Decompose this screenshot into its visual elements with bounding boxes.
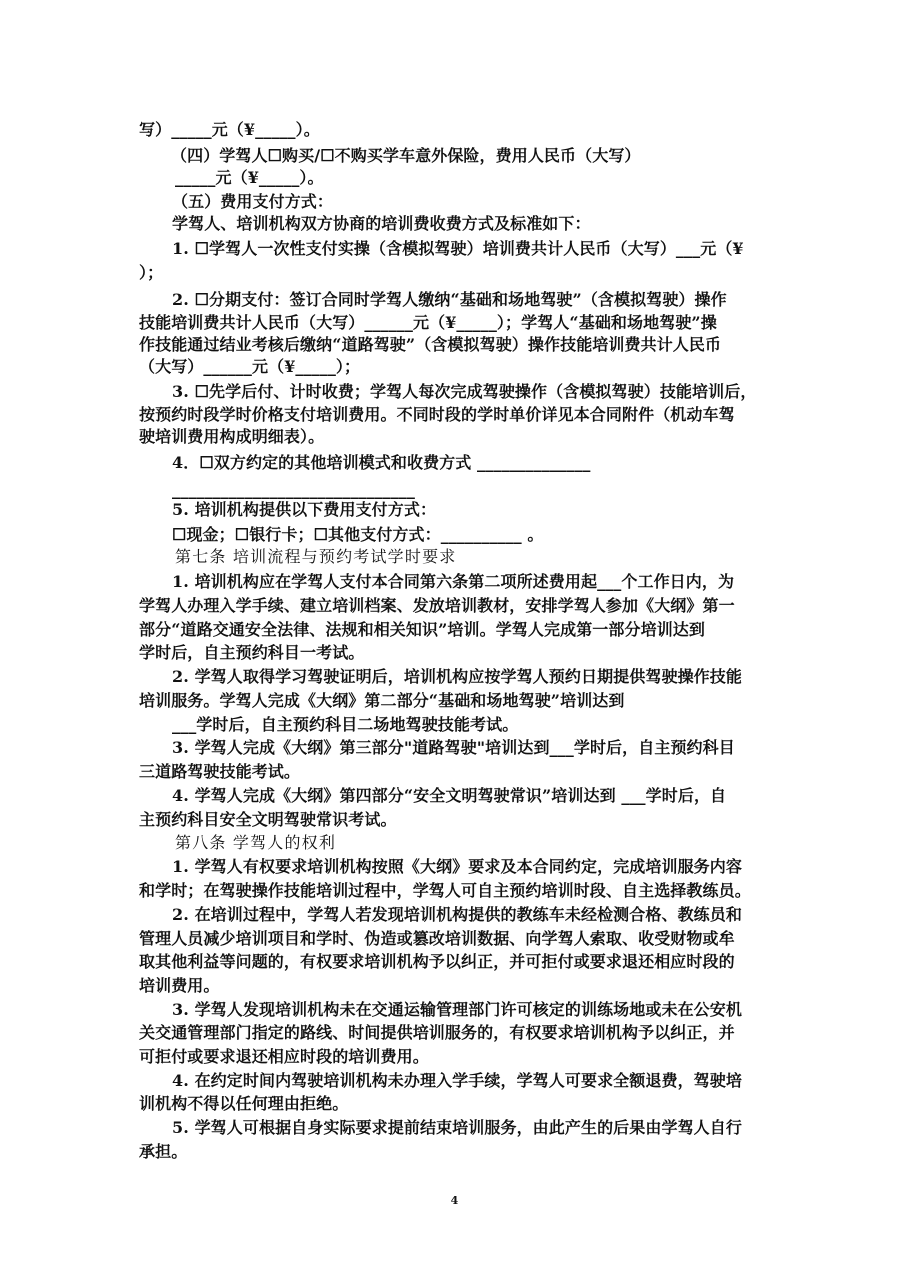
text-line: 2. 在培训过程中，学驾人若发现培训机构提供的教练车未经检测合格、教练员和 [172, 905, 742, 924]
text-line: ）； [139, 263, 164, 282]
page-number: 4 [450, 1194, 459, 1207]
text-line: 4．☐双方约定的其他培训模式和收费方式 ______________ [172, 453, 591, 472]
text-line: 驶培训费用构成明细表）。 [139, 427, 325, 446]
text-line: _____元（¥_____）。 [175, 168, 324, 187]
text-line: 3. ☐先学后付、计时收费；学驾人每次完成驾驶操作（含模拟驾驶）技能培训后， [172, 382, 757, 401]
text-line: 2. ☐分期支付：签订合同时学驾人缴纳“基础和场地驾驶”（含模拟驾驶）操作 [172, 290, 727, 309]
text-line: （大写）______元（¥_____）； [139, 357, 361, 376]
text-line: 关交通管理部门指定的路线、时间提供培训服务的，有权要求培训机构予以纠正，并 [139, 1023, 735, 1042]
text-line: ___学时后，自主预约科目二场地驾驶技能考试。 [172, 715, 519, 734]
text-line: 作技能通过结业考核后缴纳“道路驾驶”（含模拟驾驶）操作技能培训费共计人民币 [139, 335, 722, 354]
text-line: 管理人员减少培训项目和学时、伪造或篡改培训数据、向学驾人索取、收受财物或牟 [139, 929, 735, 948]
text-line: 3. 学驾人完成《大纲》第三部分"道路驾驶"培训达到___学时后，自主预约科目 [172, 738, 735, 757]
text-line: 取其他利益等问题的，有权要求培训机构予以纠正，并可拒付或要求退还相应时段的 [139, 952, 735, 971]
text-line: 学时后，自主预约科目一考试。 [139, 643, 365, 662]
text-line: 按预约时段学时价格支付培训费用。不同时段的学时单价详见本合同附件（机动车驾 [139, 405, 735, 424]
text-line: 主预约科目安全文明驾驶常识考试。 [139, 810, 397, 829]
text-line: 部分“道路交通安全法律、法规和相关知识”培训。学驾人完成第一部分培训达到 [139, 620, 706, 639]
text-line: 和学时；在驾驶操作技能培训过程中，学驾人可自主预约培训时段、自主选择教练员。 [139, 881, 751, 900]
text-line: 学驾人、培训机构双方协商的培训费收费方式及标准如下： [172, 214, 591, 233]
text-line: 3. 学驾人发现培训机构未在交通运输管理部门许可核定的训练场地或未在公安机 [172, 1000, 742, 1019]
text-line: 5. 培训机构提供以下费用支付方式： [172, 500, 437, 519]
text-line: （五）费用支付方式： [172, 192, 334, 211]
text-line: 训机构不得以任何理由拒绝。 [139, 1094, 349, 1113]
text-line: 4. 在约定时间内驾驶培训机构未办理入学手续，学驾人可要求全额退费，驾驶培 [172, 1071, 742, 1090]
text-line: 5. 学驾人可根据自身实际要求提前结束培训服务，由此产生的后果由学驾人自行 [172, 1118, 742, 1137]
text-line: 1. ☐学驾人一次性支付实操（含模拟驾驶）培训费共计人民币（大写）___元（¥ [172, 239, 744, 258]
text-line: 1. 培训机构应在学驾人支付本合同第六条第二项所述费用起___个工作日内，为 [172, 572, 735, 591]
text-line: 培训费用。 [139, 976, 220, 995]
text-line: 可拒付或要求退还相应时段的培训费用。 [139, 1047, 429, 1066]
text-line: ☐现金；☐银行卡；☐其他支付方式：__________ 。 [172, 525, 544, 544]
text-line: ______________________________ [172, 480, 415, 499]
text-line: 1. 学驾人有权要求培训机构按照《大纲》要求及本合同约定，完成培训服务内容 [172, 857, 742, 876]
text-line: 4. 学驾人完成《大纲》第四部分“安全文明驾驶常识”培训达到 ___学时后，自 [172, 786, 727, 805]
text-line: （四）学驾人☐购买/☐不购买学车意外保险，费用人民币（大写） [171, 146, 641, 165]
text-line: 技能培训费共计人民币（大写）______元（¥_____）；学驾人“基础和场地驾驶”操 [139, 313, 717, 332]
text-line: 学驾人办理入学手续、建立培训档案、发放培训教材，安排学驾人参加《大纲》第一 [139, 596, 735, 615]
section-heading: 第七条 培训流程与预约考试学时要求 [175, 547, 457, 566]
text-line: 三道路驾驶技能考试。 [139, 762, 301, 781]
text-line: 写）_____元（¥_____）。 [139, 120, 320, 139]
section-heading: 第八条 学驾人的权利 [175, 833, 337, 852]
text-line: 承担。 [139, 1142, 188, 1161]
text-line: 培训服务。学驾人完成《大纲》第二部分“基础和场地驾驶”培训达到 [139, 691, 625, 710]
text-line: 2. 学驾人取得学习驾驶证明后，培训机构应按学驾人预约日期提供驾驶操作技能 [172, 667, 742, 686]
